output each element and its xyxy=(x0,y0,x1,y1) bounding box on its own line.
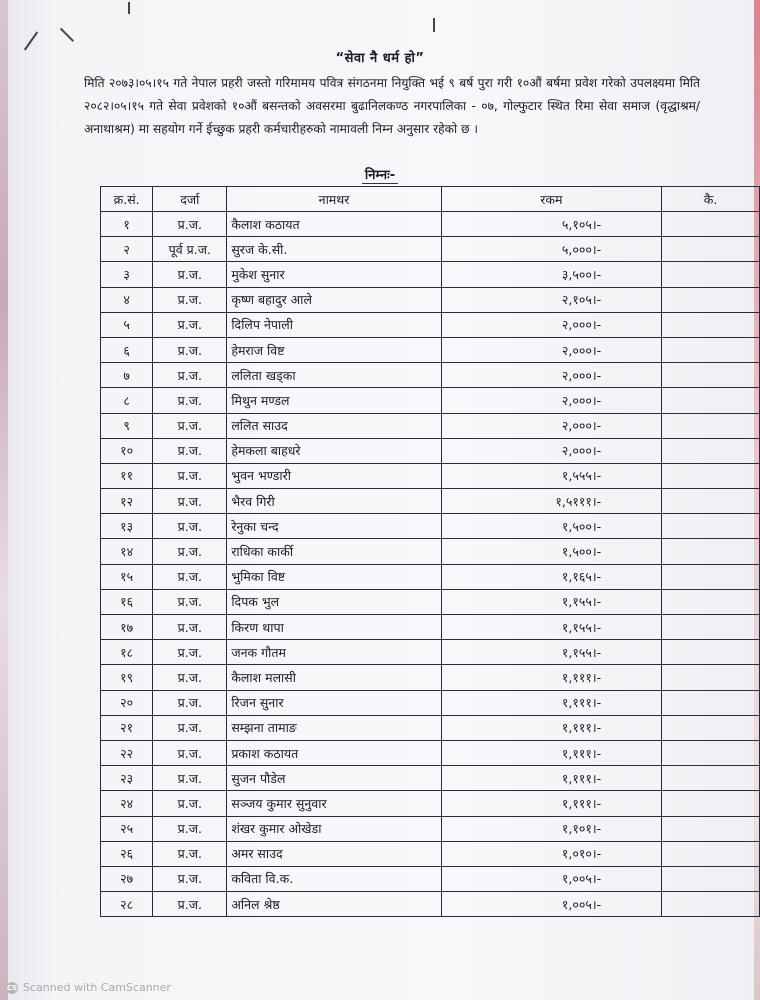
table-header-row xyxy=(101,187,760,212)
header-amount: रकम xyxy=(441,187,661,212)
row-amount: १,१६५।- xyxy=(441,564,661,589)
row-rank: प्र.ज. xyxy=(153,514,227,539)
row-remarks xyxy=(662,690,760,715)
table-row xyxy=(101,740,760,765)
row-name: शंखर कुमार ओखेडा xyxy=(227,816,441,841)
row-amount: २,०००।- xyxy=(441,438,661,463)
row-rank: प्र.ज. xyxy=(153,287,227,312)
row-remarks xyxy=(662,589,760,614)
intro-paragraph: मिति २०७३।०५।१५ गते नेपाल प्रहरी जस्तो गरिमामय पवित्र संगठनमा नियुक्ति भई ९ बर्ष पुरा गरी १०औं बर्षमा प्रवेश गरेको उपलक्ष्यमा मिति २०८२।०५।१५ गते सेवा प्रवेशको १०औं बसन्तको अवसरमा बुढानिलकण्ठ नगरपालिका - ०७, गोल्फुटार स्थित रिमा सेवा समाज (वृद्धाश्रम/अनाथाश्रम) मा सहयोग गर्ने ईच्छुक प्रहरी कर्मचारीहरुको नामावली निम्न अनुसार रहेको छ । xyxy=(84,76,700,136)
row-serial: १ xyxy=(101,212,153,237)
row-amount: २,०००।- xyxy=(441,363,661,388)
row-amount: १,०१०।- xyxy=(441,841,661,866)
row-amount: १,१५५।- xyxy=(441,615,661,640)
row-rank: प्र.ज. xyxy=(153,413,227,438)
row-remarks xyxy=(662,615,760,640)
row-remarks xyxy=(662,841,760,866)
table-row xyxy=(101,237,760,262)
table-row xyxy=(101,766,760,791)
row-remarks xyxy=(662,640,760,665)
row-name: हेमराज विष्ट xyxy=(227,337,441,362)
row-serial: १३ xyxy=(101,514,153,539)
row-serial: २८ xyxy=(101,892,153,917)
row-remarks xyxy=(662,212,760,237)
row-remarks xyxy=(662,363,760,388)
row-remarks xyxy=(662,312,760,337)
row-amount: १,५१११।- xyxy=(441,489,661,514)
row-rank: प्र.ज. xyxy=(153,312,227,337)
row-remarks xyxy=(662,816,760,841)
row-remarks xyxy=(662,715,760,740)
row-name: मुकेश सुनार xyxy=(227,262,441,287)
row-remarks xyxy=(662,413,760,438)
camscanner-logo-icon: CS xyxy=(6,983,18,992)
table-row xyxy=(101,640,760,665)
header-serial: क्र.सं. xyxy=(101,187,153,212)
row-rank: प्र.ज. xyxy=(153,438,227,463)
row-amount: १,५५५।- xyxy=(441,463,661,488)
page-left-edge xyxy=(0,0,8,1000)
row-amount: २,१०५।- xyxy=(441,287,661,312)
row-remarks xyxy=(662,892,760,917)
contributors-table xyxy=(100,186,760,917)
list-title xyxy=(0,165,760,183)
table-row xyxy=(101,690,760,715)
row-name: भुमिका विष्ट xyxy=(227,564,441,589)
row-rank: प्र.ज. xyxy=(153,892,227,917)
row-serial: ५ xyxy=(101,312,153,337)
pen-mark xyxy=(433,18,435,32)
row-amount: १,१११।- xyxy=(441,665,661,690)
row-rank: प्र.ज. xyxy=(153,816,227,841)
table-row xyxy=(101,665,760,690)
header-name: नामथर xyxy=(227,187,441,212)
row-serial: ७ xyxy=(101,363,153,388)
row-amount: २,०००।- xyxy=(441,337,661,362)
row-serial: ६ xyxy=(101,337,153,362)
row-rank: प्र.ज. xyxy=(153,615,227,640)
row-amount: १,५००।- xyxy=(441,539,661,564)
row-name: ललित साउद xyxy=(227,413,441,438)
row-amount: ३,५००।- xyxy=(441,262,661,287)
row-remarks xyxy=(662,866,760,891)
row-amount: १,००५।- xyxy=(441,892,661,917)
row-serial: १६ xyxy=(101,589,153,614)
row-remarks xyxy=(662,489,760,514)
table-row xyxy=(101,841,760,866)
row-rank: प्र.ज. xyxy=(153,766,227,791)
table-row xyxy=(101,287,760,312)
row-name: हेमकला बाहधरे xyxy=(227,438,441,463)
table-row xyxy=(101,816,760,841)
row-remarks xyxy=(662,665,760,690)
row-rank: प्र.ज. xyxy=(153,640,227,665)
table-row xyxy=(101,388,760,413)
row-remarks xyxy=(662,388,760,413)
row-serial: २ xyxy=(101,237,153,262)
table-row xyxy=(101,212,760,237)
row-name: सुजन पौडेल xyxy=(227,766,441,791)
row-name: रेनुका चन्द xyxy=(227,514,441,539)
row-amount: १,१५५।- xyxy=(441,589,661,614)
row-serial: २७ xyxy=(101,866,153,891)
row-serial: २५ xyxy=(101,816,153,841)
row-amount: १,१११।- xyxy=(441,791,661,816)
row-amount: १,१११।- xyxy=(441,690,661,715)
document-heading: “सेवा नै धर्म हो” xyxy=(335,51,425,66)
row-rank: प्र.ज. xyxy=(153,791,227,816)
pen-mark xyxy=(128,2,130,14)
row-remarks xyxy=(662,463,760,488)
table-row xyxy=(101,589,760,614)
table-row xyxy=(101,312,760,337)
row-name: अनिल श्रेष्ठ xyxy=(227,892,441,917)
row-serial: २० xyxy=(101,690,153,715)
table-row xyxy=(101,438,760,463)
row-name: दिलिप नेपाली xyxy=(227,312,441,337)
table-row xyxy=(101,489,760,514)
row-name: रिजन सुनार xyxy=(227,690,441,715)
row-amount: ५,१०५।- xyxy=(441,212,661,237)
table-row xyxy=(101,413,760,438)
row-serial: २४ xyxy=(101,791,153,816)
row-name: प्रकाश कठायत xyxy=(227,740,441,765)
row-rank: प्र.ज. xyxy=(153,539,227,564)
row-rank: पूर्व प्र.ज. xyxy=(153,237,227,262)
row-name: कृष्ण बहादुर आले xyxy=(227,287,441,312)
row-rank: प्र.ज. xyxy=(153,388,227,413)
row-name: अमर साउद xyxy=(227,841,441,866)
row-rank: प्र.ज. xyxy=(153,690,227,715)
row-serial: १५ xyxy=(101,564,153,589)
row-name: कविता वि.क. xyxy=(227,866,441,891)
row-remarks xyxy=(662,564,760,589)
row-remarks xyxy=(662,514,760,539)
row-rank: प्र.ज. xyxy=(153,740,227,765)
row-serial: २३ xyxy=(101,766,153,791)
row-remarks xyxy=(662,539,760,564)
row-serial: १८ xyxy=(101,640,153,665)
row-serial: ३ xyxy=(101,262,153,287)
row-amount: १,१५५।- xyxy=(441,640,661,665)
row-amount: ५,०००।- xyxy=(441,237,661,262)
row-amount: १,१११।- xyxy=(441,715,661,740)
scanner-watermark xyxy=(6,981,171,994)
row-serial: २१ xyxy=(101,715,153,740)
row-remarks xyxy=(662,287,760,312)
table-row xyxy=(101,866,760,891)
row-rank: प्र.ज. xyxy=(153,212,227,237)
row-serial: १७ xyxy=(101,615,153,640)
header-remarks: कै. xyxy=(662,187,760,212)
row-amount: १,१११।- xyxy=(441,740,661,765)
row-rank: प्र.ज. xyxy=(153,262,227,287)
row-serial: २२ xyxy=(101,740,153,765)
row-serial: २६ xyxy=(101,841,153,866)
table-row xyxy=(101,715,760,740)
row-rank: प्र.ज. xyxy=(153,337,227,362)
row-name: जनक गौतम xyxy=(227,640,441,665)
row-amount: १,१०१।- xyxy=(441,816,661,841)
row-serial: ८ xyxy=(101,388,153,413)
row-remarks xyxy=(662,438,760,463)
row-rank: प्र.ज. xyxy=(153,463,227,488)
table-row xyxy=(101,892,760,917)
row-amount: १,००५।- xyxy=(441,866,661,891)
row-rank: प्र.ज. xyxy=(153,841,227,866)
row-remarks xyxy=(662,766,760,791)
row-amount: २,०००।- xyxy=(441,413,661,438)
row-name: किरण थापा xyxy=(227,615,441,640)
row-remarks xyxy=(662,791,760,816)
row-name: दिपक भुल xyxy=(227,589,441,614)
row-rank: प्र.ज. xyxy=(153,363,227,388)
row-amount: २,०००।- xyxy=(441,312,661,337)
table-row xyxy=(101,262,760,287)
row-rank: प्र.ज. xyxy=(153,489,227,514)
table-row xyxy=(101,539,760,564)
table-row xyxy=(101,337,760,362)
row-remarks xyxy=(662,337,760,362)
list-title-text: निम्नः- xyxy=(362,168,398,184)
row-amount: १,१११।- xyxy=(441,766,661,791)
row-serial: १० xyxy=(101,438,153,463)
row-rank: प्र.ज. xyxy=(153,589,227,614)
row-remarks xyxy=(662,740,760,765)
row-remarks xyxy=(662,237,760,262)
row-rank: प्र.ज. xyxy=(153,564,227,589)
header-rank: दर्जा xyxy=(153,187,227,212)
row-name: सुरज के.सी. xyxy=(227,237,441,262)
table-row xyxy=(101,615,760,640)
row-name: कैलाश मलासी xyxy=(227,665,441,690)
row-serial: १४ xyxy=(101,539,153,564)
table-row xyxy=(101,363,760,388)
row-serial: १९ xyxy=(101,665,153,690)
watermark-text: Scanned with CamScanner xyxy=(23,981,171,994)
row-name: मिथुन मण्डल xyxy=(227,388,441,413)
table-row xyxy=(101,514,760,539)
row-name: कैलाश कठायत xyxy=(227,212,441,237)
row-name: ललिता खड्का xyxy=(227,363,441,388)
row-rank: प्र.ज. xyxy=(153,665,227,690)
row-rank: प्र.ज. xyxy=(153,715,227,740)
table-row xyxy=(101,791,760,816)
row-remarks xyxy=(662,262,760,287)
row-name: सञ्जय कुमार सुनुवार xyxy=(227,791,441,816)
row-name: सम्झना तामाङ xyxy=(227,715,441,740)
row-serial: १२ xyxy=(101,489,153,514)
table-row xyxy=(101,463,760,488)
row-name: राधिका कार्की xyxy=(227,539,441,564)
row-amount: २,०००।- xyxy=(441,388,661,413)
row-rank: प्र.ज. xyxy=(153,866,227,891)
row-name: भुवन भण्डारी xyxy=(227,463,441,488)
row-name: भैरव गिरी xyxy=(227,489,441,514)
row-amount: १,५००।- xyxy=(441,514,661,539)
row-serial: ४ xyxy=(101,287,153,312)
table-row xyxy=(101,564,760,589)
row-serial: ९ xyxy=(101,413,153,438)
row-serial: ११ xyxy=(101,463,153,488)
